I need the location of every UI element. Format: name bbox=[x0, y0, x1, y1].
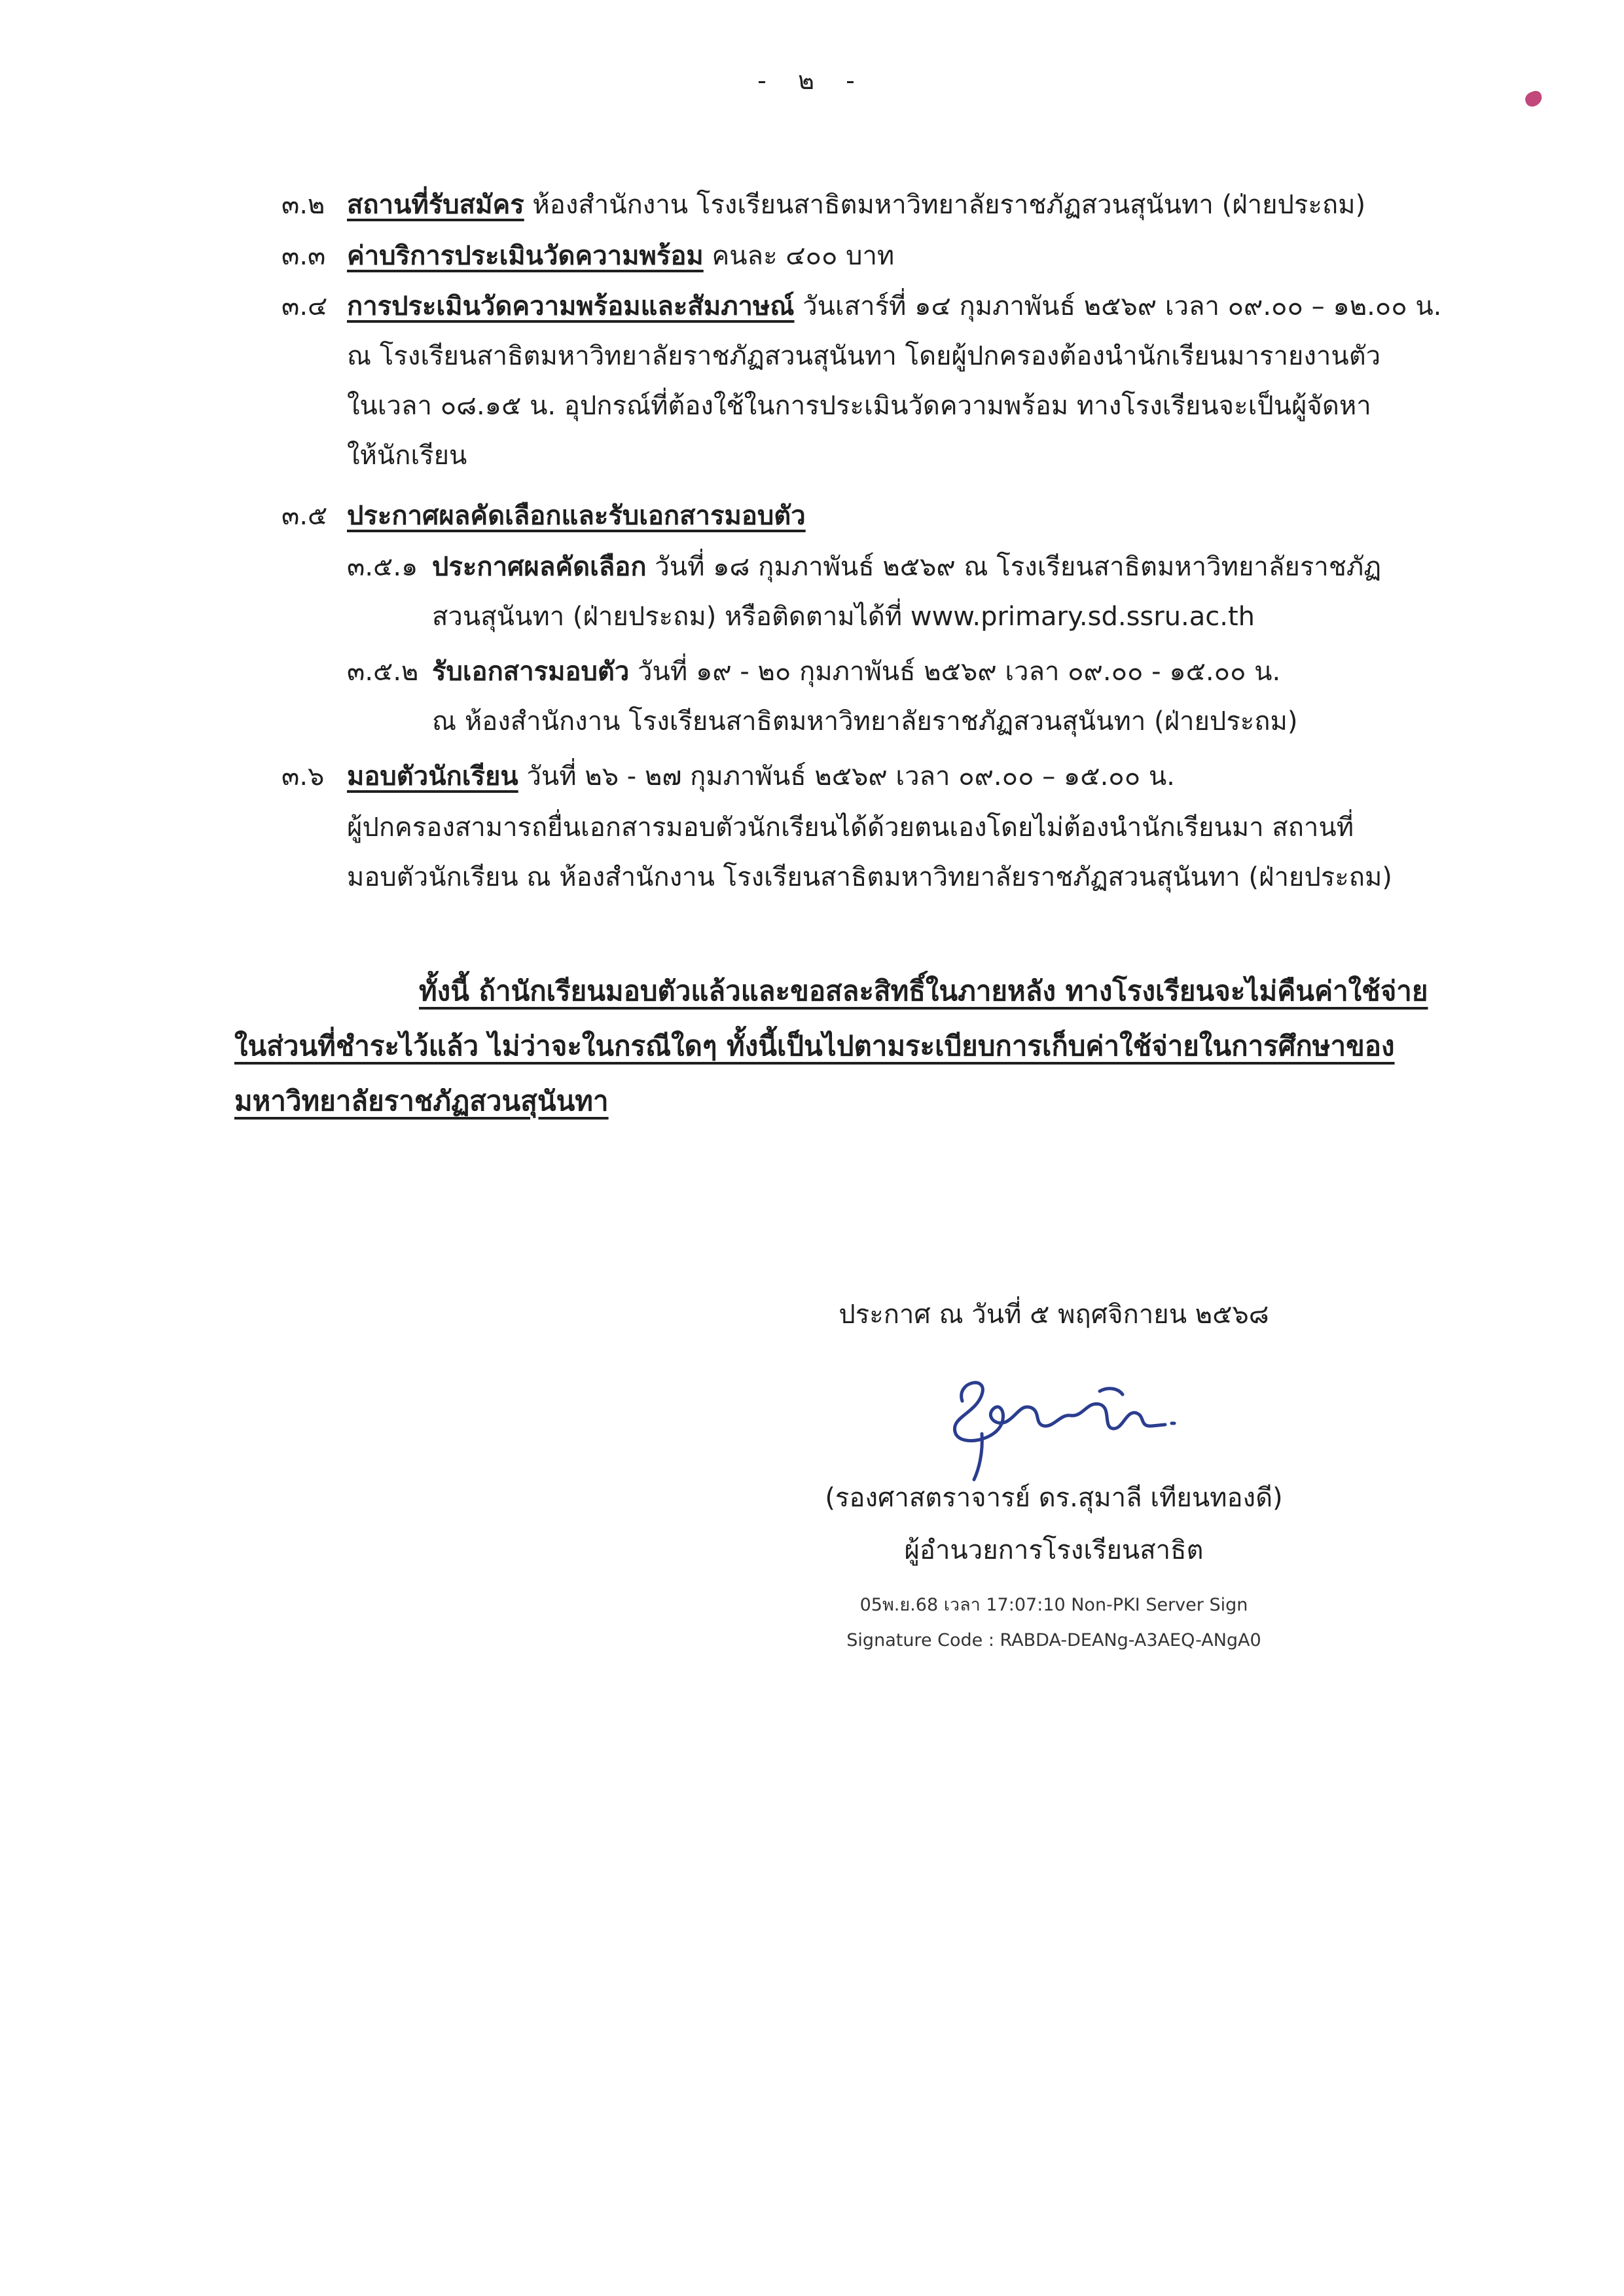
announce-date: ประกาศ ณ วันที่ ๕ พฤศจิกายน ๒๕๖๘ bbox=[839, 1300, 1269, 1330]
item-text: คนละ ๔๐๐ บาท bbox=[712, 241, 895, 271]
item-text: ห้องสำนักงาน โรงเรียนสาธิตมหาวิทยาลัยราชภัฏสวนสุนันทา (ฝ่ายประถม) bbox=[532, 190, 1366, 220]
note-line-3: มหาวิทยาลัยราชภัฏสวนสุนันทา bbox=[234, 1085, 609, 1117]
item-number: ๓.๕.๑ bbox=[347, 552, 418, 582]
item-text: วันที่ ๒๖ - ๒๗ กุมภาพันธ์ ๒๕๖๙ เวลา ๐๙.๐๐ – ๑๕.๐๐ น. bbox=[526, 761, 1175, 792]
item-3-4-continuation: ณ โรงเรียนสาธิตมหาวิทยาลัยราชภัฏสวนสุนันทา โดยผู้ปกครองต้องนำนักเรียนมารายงานตัว bbox=[347, 341, 1381, 371]
item-3-5-2-continuation: ณ ห้องสำนักงาน โรงเรียนสาธิตมหาวิทยาลัยราชภัฏสวนสุนันทา (ฝ่ายประถม) bbox=[432, 706, 1298, 737]
signer-title: ผู้อำนวยการโรงเรียนสาธิต bbox=[904, 1535, 1204, 1565]
item-number: ๓.๒ bbox=[281, 190, 325, 220]
page-number: - ๒ - bbox=[757, 66, 867, 95]
item-3-6-continuation: มอบตัวนักเรียน ณ ห้องสำนักงาน โรงเรียนสาธิตมหาวิทยาลัยราชภัฏสวนสุนันทา (ฝ่ายประถม) bbox=[347, 862, 1392, 892]
signer-name: (รองศาสตราจารย์ ดร.สุมาลี เทียนทองดี) bbox=[825, 1483, 1283, 1513]
item-text: วันที่ ๑๘ กุมภาพันธ์ ๒๕๖๙ ณ โรงเรียนสาธิตมหาวิทยาลัยราชภัฏ bbox=[655, 552, 1382, 582]
item-heading: สถานที่รับสมัคร bbox=[347, 190, 524, 220]
item-heading: ค่าบริการประเมินวัดความพร้อม bbox=[347, 241, 704, 271]
note-line-1: ทั้งนี้ ถ้านักเรียนมอบตัวแล้วและขอสละสิทธิ์ในภายหลัง ทางโรงเรียนจะไม่คืนค่าใช้จ่าย bbox=[419, 975, 1428, 1007]
note-line-2: ในส่วนที่ชำระไว้แล้ว ไม่ว่าจะในกรณีใดๆ ทั้งนี้เป็นไปตามระเบียบการเก็บค่าใช้จ่ายในการศึกษาของ bbox=[234, 1030, 1395, 1062]
item-number: ๓.๖ bbox=[281, 761, 325, 792]
item-heading: ประกาศผลคัดเลือก bbox=[432, 552, 647, 582]
item-3-5-2 bbox=[347, 653, 1280, 690]
item-3-4-continuation: ในเวลา ๐๘.๑๕ น. อุปกรณ์ที่ต้องใช้ในการประเมินวัดความพร้อม ทางโรงเรียนจะเป็นผู้จัดหา bbox=[347, 391, 1371, 421]
item-number: ๓.๓ bbox=[281, 241, 326, 271]
item-number: ๓.๕.๒ bbox=[347, 657, 419, 687]
item-heading: การประเมินวัดความพร้อมและสัมภาษณ์ bbox=[347, 291, 795, 321]
item-heading: รับเอกสารมอบตัว bbox=[432, 657, 630, 687]
item-3-5-1-continuation: สวนสุนันทา (ฝ่ายประถม) หรือติดตามได้ที่ www.primary.sd.ssru.ac.th bbox=[432, 602, 1255, 632]
item-3-4-continuation: ให้นักเรียน bbox=[347, 441, 467, 471]
item-3-2 bbox=[281, 187, 1365, 223]
item-heading: มอบตัวนักเรียน bbox=[347, 761, 518, 792]
signature-code: Signature Code : RABDA-DEANg-A3AEQ-ANgA0 bbox=[846, 1630, 1261, 1650]
handwritten-signature bbox=[936, 1355, 1185, 1486]
item-3-5-1 bbox=[347, 549, 1381, 585]
item-3-4 bbox=[281, 288, 1441, 325]
item-heading: ประกาศผลคัดเลือกและรับเอกสารมอบตัว bbox=[347, 501, 806, 531]
item-number: ๓.๕ bbox=[281, 501, 328, 531]
item-text: วันเสาร์ที่ ๑๔ กุมภาพันธ์ ๒๕๖๙ เวลา ๐๙.๐๐ – ๑๒.๐๐ น. bbox=[803, 291, 1442, 321]
item-number: ๓.๔ bbox=[281, 291, 328, 321]
item-3-5 bbox=[281, 498, 806, 534]
item-3-6 bbox=[281, 758, 1175, 795]
sign-timestamp: 05พ.ย.68 เวลา 17:07:10 Non-PKI Server Sign bbox=[859, 1595, 1248, 1615]
item-3-3 bbox=[281, 238, 894, 274]
item-3-6-continuation: ผู้ปกครองสามารถยื่นเอกสารมอบตัวนักเรียนได้ด้วยตนเองโดยไม่ต้องนำนักเรียนมา สถานที่ bbox=[347, 812, 1354, 843]
item-text: วันที่ ๑๙ - ๒๐ กุมภาพันธ์ ๒๕๖๙ เวลา ๐๙.๐๐ - ๑๕.๐๐ น. bbox=[638, 657, 1281, 687]
